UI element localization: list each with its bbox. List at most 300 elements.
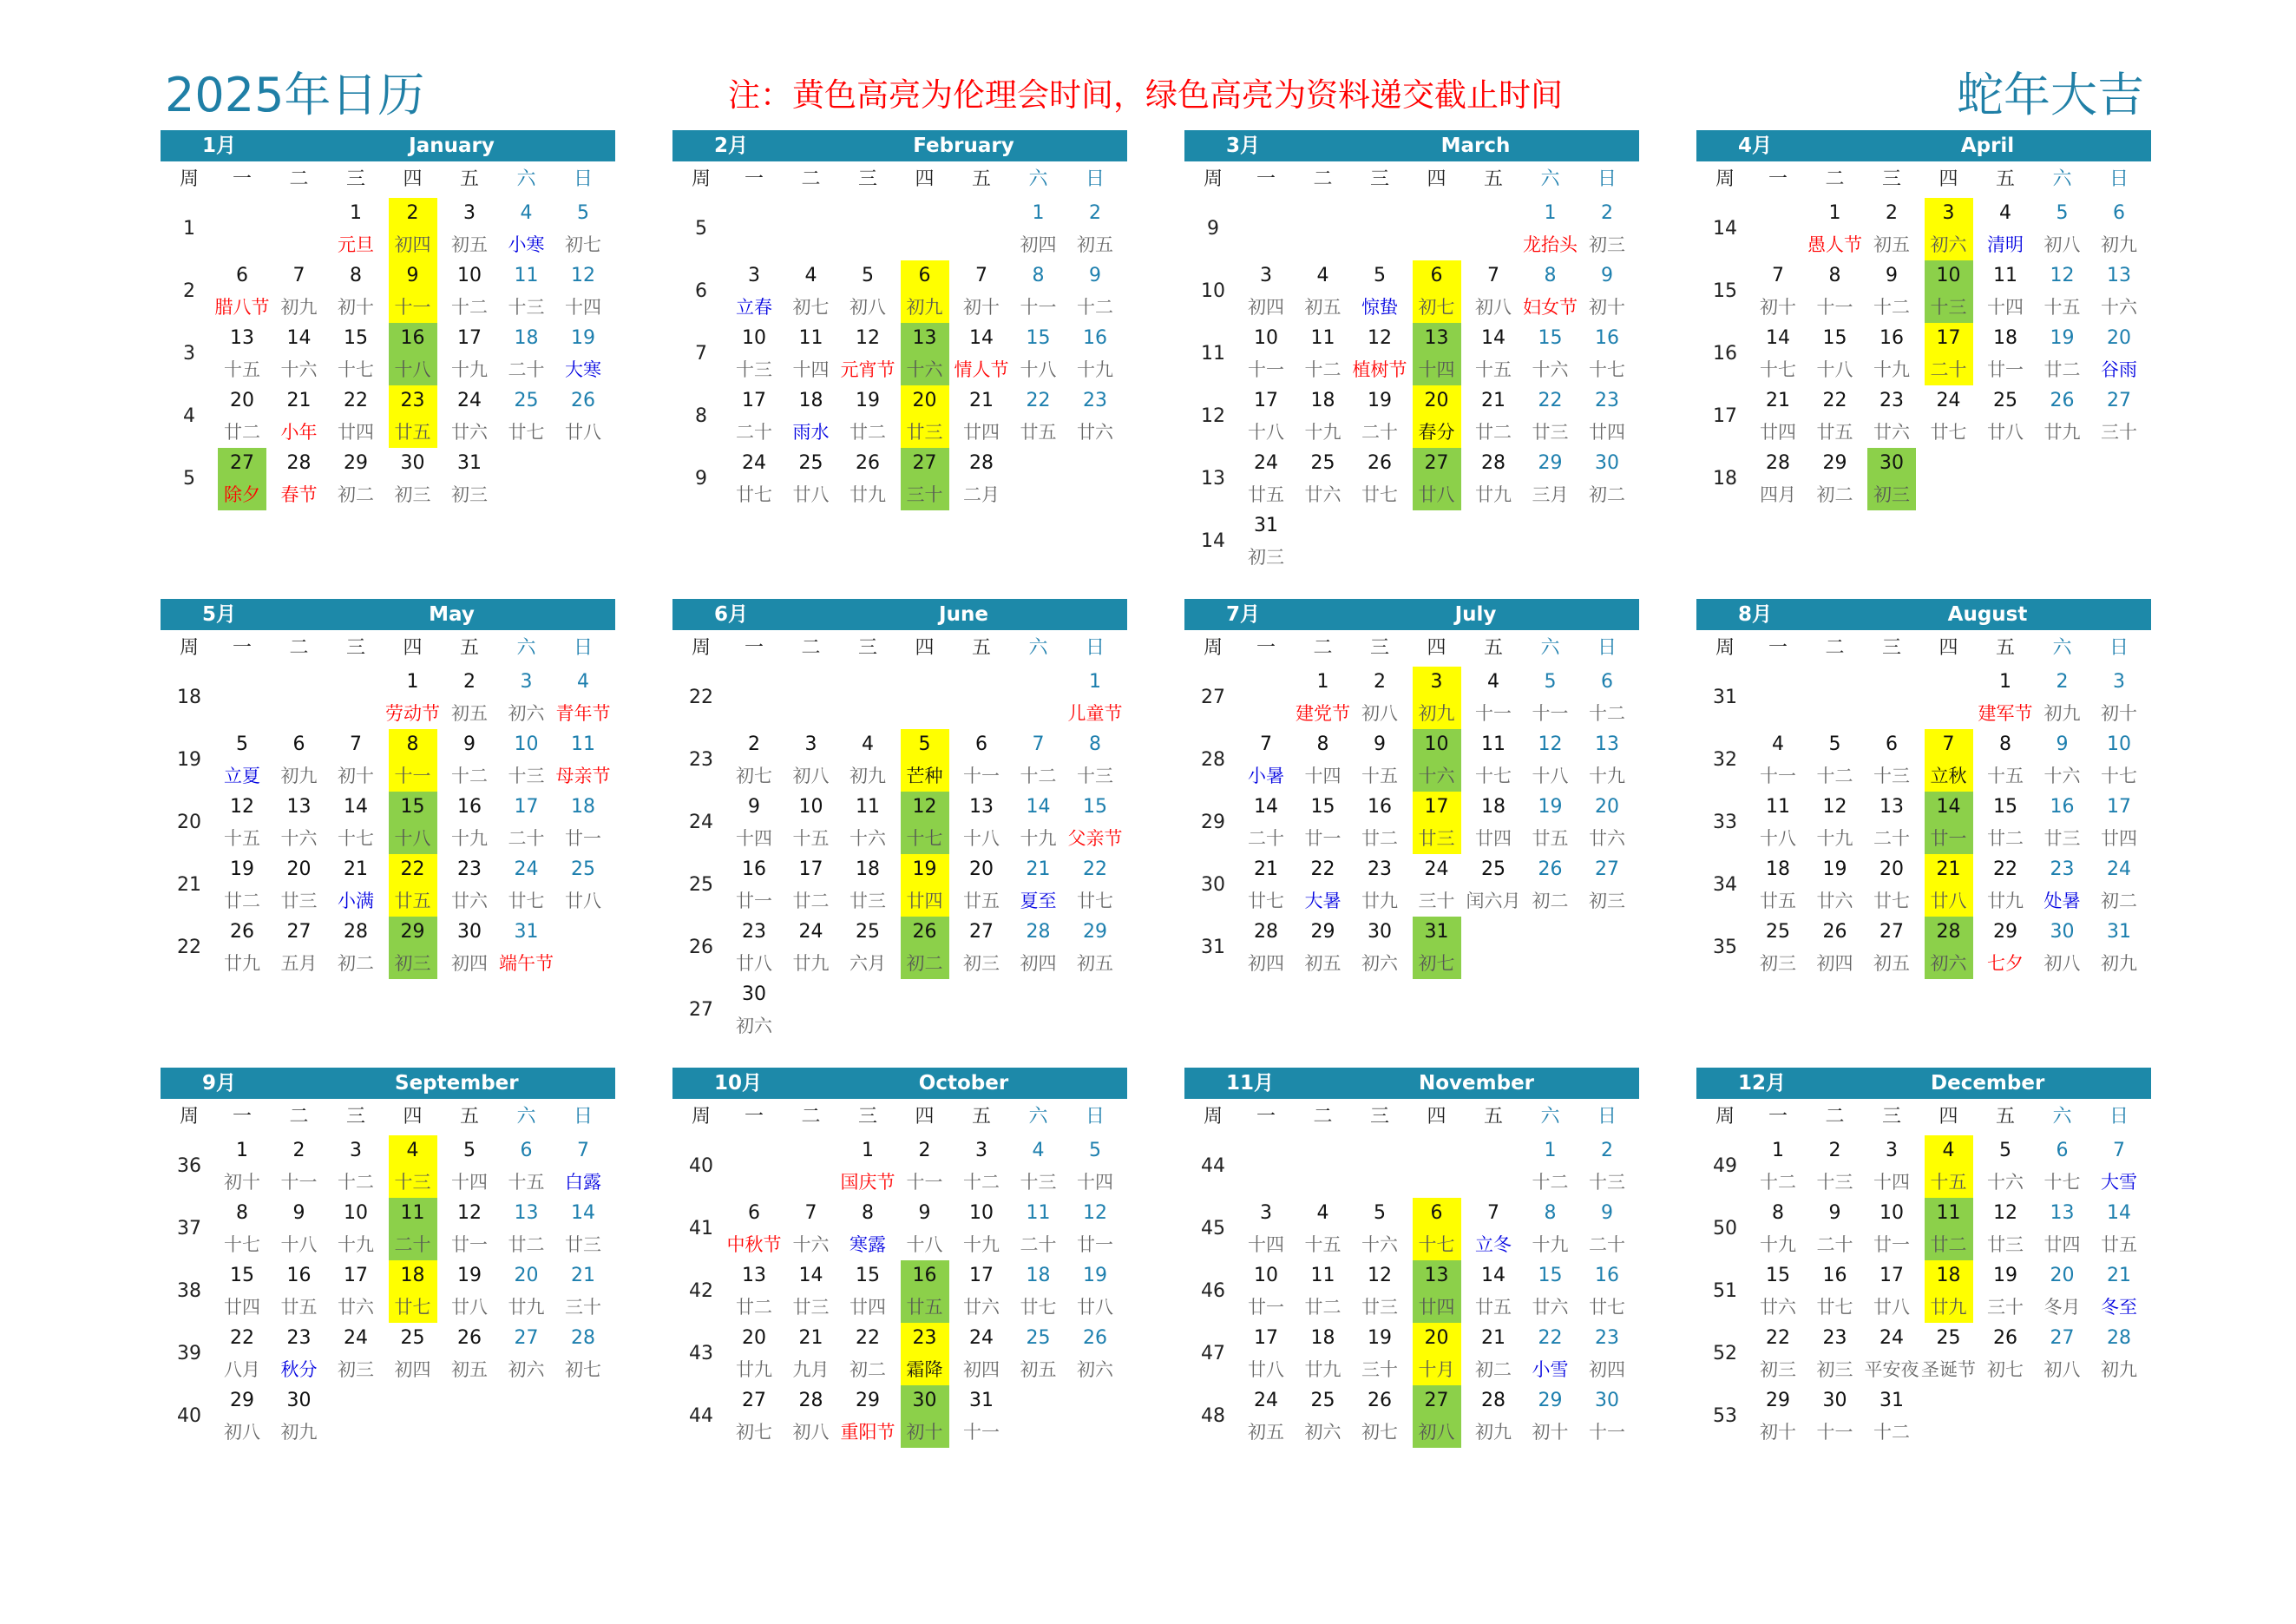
- lunar-label: 十一: [1020, 297, 1057, 318]
- lunar-label: 廿三: [1418, 828, 1455, 849]
- day-cell[interactable]: [2095, 1135, 2143, 1198]
- lunar-label: 十一: [1760, 766, 1796, 786]
- week-row: [161, 1198, 615, 1260]
- week-number-label: 周: [1715, 168, 1735, 190]
- weekday-label: 四: [915, 637, 935, 659]
- weekday-header: [1184, 634, 1639, 663]
- day-number: 8: [1032, 265, 1045, 286]
- day-cell[interactable]: [559, 260, 607, 323]
- day-number: 14: [1766, 327, 1790, 349]
- lunar-label: 初九: [2043, 703, 2081, 724]
- weekday-label: 三: [1369, 168, 1389, 190]
- lunar-label: 廿五: [394, 891, 431, 911]
- weekday-label: 三: [345, 168, 365, 190]
- day-number: 3: [1886, 1140, 1898, 1161]
- day-number: 6: [1430, 1202, 1443, 1224]
- day-number: 6: [1430, 265, 1443, 286]
- day-number: 26: [230, 921, 254, 943]
- day-number: 11: [400, 1202, 425, 1224]
- lunar-label: 廿六: [451, 891, 488, 911]
- weekday-header: [161, 634, 615, 663]
- week-row: [1696, 323, 2151, 385]
- lunar-label: 三十: [906, 484, 943, 505]
- lunar-label: 初十: [906, 1422, 943, 1443]
- day-number: 19: [1368, 390, 1392, 411]
- day-cell[interactable]: [2095, 260, 2143, 323]
- day-number: 4: [1316, 265, 1329, 286]
- day-number: 18: [798, 390, 823, 411]
- day-cell[interactable]: [2095, 198, 2143, 260]
- lunar-label: 廿六: [1304, 484, 1342, 505]
- lunar-label: 初三: [963, 953, 1000, 974]
- weekday-label: 五: [459, 637, 479, 659]
- day-cell[interactable]: [1583, 1260, 1631, 1323]
- lunar-label: 十四: [1873, 1172, 1910, 1193]
- week-number-label: 周: [179, 637, 199, 659]
- day-cell[interactable]: [1583, 260, 1631, 323]
- day-number: 8: [862, 1202, 874, 1224]
- month-header: [672, 130, 1127, 161]
- lunar-label: 十二: [1873, 297, 1910, 318]
- day-number: 15: [1310, 796, 1335, 818]
- lunar-label: 十三: [736, 359, 772, 380]
- day-number: 13: [1595, 733, 1619, 755]
- lunar-label: 建军节: [1978, 703, 2033, 724]
- day-number: 30: [1595, 452, 1619, 474]
- lunar-label: 元宵节: [840, 359, 895, 380]
- day-number: 28: [969, 452, 994, 474]
- day-number: 18: [856, 858, 880, 880]
- day-cell[interactable]: [2095, 729, 2143, 792]
- day-number: 20: [1595, 796, 1619, 818]
- lunar-label: 初四: [394, 234, 431, 255]
- week-row: [161, 667, 615, 729]
- weekday-label: 二: [801, 1106, 821, 1128]
- day-number: 27: [1595, 858, 1619, 880]
- day-number: 1: [1828, 202, 1841, 224]
- day-number: 21: [1936, 858, 1961, 880]
- day-number: 22: [1766, 1327, 1790, 1349]
- lunar-label: 十五: [2043, 297, 2081, 318]
- lunar-label: 廿八: [1248, 1359, 1284, 1380]
- month-name-cn: 5月: [202, 603, 237, 626]
- week-number-label: 周: [691, 637, 711, 659]
- lunar-label: 廿七: [1589, 1297, 1625, 1318]
- day-cell[interactable]: [1071, 854, 1119, 917]
- day-cell[interactable]: [2095, 1198, 2143, 1260]
- day-cell[interactable]: [559, 1135, 607, 1198]
- day-number: 14: [1936, 796, 1961, 818]
- lunar-label: 廿八: [1930, 891, 1967, 911]
- week-number: 51: [1713, 1280, 1737, 1302]
- week-number: 13: [1201, 468, 1225, 490]
- day-cell[interactable]: [1071, 1323, 1119, 1385]
- day-cell[interactable]: [1583, 1385, 1631, 1448]
- lunar-label: 廿二: [1361, 828, 1398, 849]
- week-row: [1184, 260, 1639, 323]
- lunar-label: 十八: [963, 828, 1000, 849]
- lunar-label: 初八: [224, 1422, 260, 1443]
- day-number: 27: [230, 452, 254, 474]
- day-cell[interactable]: [730, 979, 778, 1042]
- lunar-label: 十七: [1418, 1234, 1455, 1255]
- day-number: 11: [1310, 1265, 1335, 1286]
- day-cell[interactable]: [2095, 1323, 2143, 1385]
- lunar-label: 二十: [1589, 1234, 1625, 1255]
- day-cell[interactable]: [559, 1323, 607, 1385]
- day-number: 10: [1936, 265, 1961, 286]
- day-number: 21: [571, 1265, 595, 1286]
- day-number: 14: [286, 327, 312, 349]
- day-number: 7: [1260, 733, 1272, 755]
- lunar-label: 十四: [451, 1172, 488, 1193]
- lunar-label: 廿三: [906, 422, 943, 443]
- day-cell[interactable]: [2095, 792, 2143, 854]
- day-cell[interactable]: [559, 1198, 607, 1260]
- lunar-label: 雨水: [792, 422, 830, 443]
- week-number: 50: [1713, 1218, 1737, 1239]
- day-cell[interactable]: [559, 792, 607, 854]
- day-number: 5: [463, 1140, 476, 1161]
- day-cell[interactable]: [1071, 917, 1119, 979]
- day-cell[interactable]: [499, 917, 554, 979]
- lunar-label: 廿七: [1020, 1297, 1057, 1318]
- lunar-label: 冬月: [2043, 1297, 2081, 1318]
- day-number: 11: [798, 327, 823, 349]
- lunar-label: 初八: [2043, 234, 2081, 255]
- week-row: [672, 260, 1127, 323]
- lunar-label: 十三: [1816, 1172, 1853, 1193]
- lunar-label: 妇女节: [1523, 297, 1578, 318]
- week-row: [1696, 448, 2151, 510]
- day-number: 23: [912, 1327, 937, 1349]
- lunar-label: 十九: [1760, 1234, 1796, 1255]
- lunar-label: 十四: [792, 359, 830, 380]
- day-cell[interactable]: [1867, 1385, 1916, 1448]
- lunar-label: 十四: [1418, 359, 1455, 380]
- week-row: [161, 260, 615, 323]
- lunar-label: 廿六: [1873, 422, 1910, 443]
- day-number: 19: [457, 1265, 482, 1286]
- lunar-label: 初五: [1077, 953, 1113, 974]
- day-number: 27: [1424, 1390, 1449, 1411]
- weekday-header: [672, 1102, 1127, 1132]
- weekday-label: 日: [2109, 168, 2129, 190]
- day-cell[interactable]: [1583, 854, 1631, 917]
- weekday-label: 五: [1483, 168, 1503, 190]
- lunar-label: 初五: [451, 234, 488, 255]
- day-cell[interactable]: [2095, 667, 2143, 729]
- lunar-label: 廿九: [1361, 891, 1398, 911]
- weekday-label: 二: [801, 168, 821, 190]
- week-number: 40: [689, 1155, 713, 1177]
- lunar-label: 清明: [1987, 234, 2024, 255]
- day-cell[interactable]: [555, 667, 611, 729]
- day-cell[interactable]: [559, 198, 607, 260]
- weekday-label: 四: [915, 168, 935, 190]
- week-number: 2: [183, 280, 195, 302]
- day-cell[interactable]: [1867, 448, 1916, 510]
- month-5: [161, 599, 615, 1059]
- day-number: 13: [969, 796, 994, 818]
- day-number: 13: [514, 1202, 539, 1224]
- week-row: [672, 198, 1127, 260]
- weekday-label: 四: [1427, 168, 1446, 190]
- day-cell[interactable]: [559, 854, 607, 917]
- lunar-label: 谷雨: [2101, 359, 2137, 380]
- day-number: 22: [1538, 390, 1563, 411]
- lunar-label: 初八: [1361, 703, 1398, 724]
- day-number: 4: [1772, 733, 1784, 755]
- day-number: 8: [1828, 265, 1841, 286]
- day-number: 22: [230, 1327, 254, 1349]
- day-cell[interactable]: [1071, 323, 1119, 385]
- lunar-label: 初八: [2043, 1359, 2081, 1380]
- day-number: 15: [1026, 327, 1051, 349]
- day-number: 27: [2107, 390, 2131, 411]
- day-cell[interactable]: [1583, 1135, 1631, 1198]
- day-number: 24: [457, 390, 482, 411]
- lunar-label: 大雪: [2101, 1172, 2137, 1193]
- week-number: 11: [1201, 343, 1225, 365]
- lunar-label: 植树节: [1352, 359, 1407, 380]
- lunar-label: 初九: [1418, 703, 1455, 724]
- lunar-label: 廿八: [1418, 484, 1455, 505]
- month-header: [161, 1068, 615, 1099]
- lunar-label: 初十: [2101, 703, 2137, 724]
- day-number: 30: [1368, 921, 1392, 943]
- day-number: 9: [748, 796, 760, 818]
- day-number: 2: [406, 202, 419, 224]
- week-number-label: 周: [1203, 168, 1223, 190]
- day-number: 26: [457, 1327, 482, 1349]
- day-number: 22: [1083, 858, 1107, 880]
- day-cell[interactable]: [1583, 729, 1631, 792]
- month-name-cn: 2月: [714, 135, 749, 157]
- day-cell[interactable]: [1583, 1323, 1631, 1385]
- day-cell[interactable]: [445, 448, 494, 510]
- day-number: 16: [912, 1265, 937, 1286]
- day-cell[interactable]: [1583, 385, 1631, 448]
- day-number: 23: [742, 921, 766, 943]
- day-cell[interactable]: [1071, 198, 1119, 260]
- month-10: [672, 1068, 1127, 1528]
- lunar-label: 小雪: [1532, 1359, 1569, 1380]
- day-number: 13: [912, 327, 937, 349]
- lunar-label: 二十: [736, 422, 772, 443]
- day-number: 27: [912, 452, 937, 474]
- lunar-label: 初五: [1077, 234, 1113, 255]
- weekday-label: 一: [1768, 168, 1788, 190]
- weekday-label: 四: [1427, 637, 1446, 659]
- lunar-label: 初九: [280, 297, 318, 318]
- lunar-label: 廿三: [1987, 1234, 2024, 1255]
- day-number: 21: [969, 390, 994, 411]
- month-header: [161, 599, 615, 630]
- week-number: 5: [183, 468, 195, 490]
- lunar-label: 十四: [1248, 1234, 1284, 1255]
- day-number: 3: [1942, 202, 1955, 224]
- day-number: 14: [1254, 796, 1278, 818]
- day-cell[interactable]: [559, 385, 607, 448]
- day-cell[interactable]: [1071, 385, 1119, 448]
- day-number: 9: [292, 1202, 305, 1224]
- month-name-en: March: [1440, 135, 1511, 157]
- lunar-label: 十九: [1077, 359, 1113, 380]
- day-number: 16: [1879, 327, 1904, 349]
- day-cell[interactable]: [1583, 198, 1631, 260]
- weekday-label: 六: [1540, 1106, 1560, 1128]
- lunar-label: 廿二: [1930, 1234, 1967, 1255]
- day-number: 25: [1310, 1390, 1335, 1411]
- lunar-label: 廿九: [508, 1297, 545, 1318]
- day-number: 23: [286, 1327, 312, 1349]
- lunar-label: 廿一: [1987, 359, 2024, 380]
- day-number: 12: [1538, 733, 1563, 755]
- day-cell[interactable]: [1413, 917, 1461, 979]
- weekday-label: 一: [744, 168, 764, 190]
- day-number: 7: [577, 1140, 589, 1161]
- month-name-en: June: [939, 603, 988, 626]
- day-cell[interactable]: [275, 1385, 324, 1448]
- lunar-label: 十二: [451, 766, 488, 786]
- lunar-label: 廿七: [1077, 891, 1113, 911]
- day-cell[interactable]: [1583, 323, 1631, 385]
- day-cell[interactable]: [1071, 1135, 1119, 1198]
- week-row: [672, 979, 1127, 1042]
- lunar-label: 廿三: [1532, 422, 1569, 443]
- week-number: 49: [1713, 1155, 1737, 1177]
- lunar-label: 初十: [1532, 1422, 1569, 1443]
- week-row: [1696, 1323, 2151, 1385]
- lunar-label: 初九: [280, 1422, 318, 1443]
- day-number: 1: [236, 1140, 248, 1161]
- day-cell[interactable]: [1071, 1198, 1119, 1260]
- lunar-label: 初六: [736, 1016, 772, 1036]
- lunar-label: 初二: [2101, 891, 2137, 911]
- day-number: 25: [1993, 390, 2017, 411]
- day-number: 15: [1766, 1265, 1790, 1286]
- lunar-label: 初八: [792, 766, 830, 786]
- weekday-header: [1696, 1102, 2151, 1132]
- day-number: 6: [748, 1202, 760, 1224]
- day-cell[interactable]: [2095, 917, 2143, 979]
- day-cell[interactable]: [1583, 667, 1631, 729]
- day-number: 18: [514, 327, 539, 349]
- day-number: 22: [856, 1327, 880, 1349]
- lunar-label: 芒种: [906, 766, 943, 786]
- day-number: 21: [1026, 858, 1051, 880]
- day-cell[interactable]: [559, 323, 607, 385]
- lunar-label: 龙抬头: [1523, 234, 1578, 255]
- lunar-label: 廿一: [1873, 1234, 1910, 1255]
- day-cell[interactable]: [957, 1385, 1006, 1448]
- day-cell[interactable]: [1583, 1198, 1631, 1260]
- lunar-label: 十九: [963, 1234, 1000, 1255]
- lunar-label: 三十: [1361, 1359, 1398, 1380]
- day-number: 20: [969, 858, 994, 880]
- day-cell[interactable]: [2095, 1260, 2143, 1323]
- week-number: 18: [1713, 468, 1737, 490]
- lunar-label: 二十: [1873, 828, 1910, 849]
- lunar-label: 十二: [1589, 703, 1625, 724]
- day-number: 27: [1424, 452, 1449, 474]
- lunar-label: 十八: [280, 1234, 318, 1255]
- day-number: 12: [912, 796, 937, 818]
- day-cell[interactable]: [1071, 729, 1119, 792]
- day-cell[interactable]: [1071, 1260, 1119, 1323]
- lunar-label: 廿八: [1987, 422, 2024, 443]
- day-cell[interactable]: [559, 1260, 607, 1323]
- day-number: 22: [1310, 858, 1335, 880]
- lunar-label: 廿六: [1077, 422, 1113, 443]
- lunar-label: 廿三: [850, 891, 886, 911]
- day-cell[interactable]: [1583, 792, 1631, 854]
- lunar-label: 十六: [850, 828, 886, 849]
- day-cell[interactable]: [1071, 260, 1119, 323]
- day-number: 30: [1879, 452, 1904, 474]
- day-cell[interactable]: [1242, 510, 1290, 573]
- week-number: 52: [1713, 1343, 1737, 1364]
- month-6: [672, 599, 1127, 1059]
- lunar-label: 初六: [508, 1359, 545, 1380]
- lunar-label: 廿一: [1930, 828, 1967, 849]
- week-number: 28: [1201, 749, 1225, 771]
- day-cell[interactable]: [2095, 323, 2143, 385]
- day-number: 20: [1424, 1327, 1449, 1349]
- day-number: 5: [1374, 1202, 1386, 1224]
- month-header: [1696, 130, 2151, 161]
- lunar-label: 初十: [963, 297, 1000, 318]
- day-number: 21: [2107, 1265, 2131, 1286]
- day-number: 5: [918, 733, 931, 755]
- day-cell[interactable]: [1067, 667, 1123, 729]
- day-cell[interactable]: [1067, 792, 1123, 854]
- day-cell[interactable]: [2095, 385, 2143, 448]
- day-number: 28: [1481, 1390, 1506, 1411]
- day-cell[interactable]: [2095, 854, 2143, 917]
- weekday-label: 二: [289, 168, 309, 190]
- day-cell[interactable]: [1583, 448, 1631, 510]
- day-number: 24: [344, 1327, 368, 1349]
- lunar-label: 劳动节: [385, 703, 440, 724]
- day-number: 19: [571, 327, 595, 349]
- lunar-label: 处暑: [2043, 891, 2081, 911]
- lunar-label: 廿二: [1987, 828, 2024, 849]
- month-name-en: January: [409, 135, 495, 157]
- lunar-label: 三月: [1532, 484, 1569, 505]
- day-number: 28: [1766, 452, 1790, 474]
- day-number: 11: [1993, 265, 2017, 286]
- day-number: 2: [1374, 671, 1386, 693]
- day-number: 17: [1254, 390, 1278, 411]
- week-row: [1696, 854, 2151, 917]
- weekday-label: 日: [573, 637, 593, 659]
- lunar-label: 十三: [1020, 1172, 1057, 1193]
- day-cell[interactable]: [957, 448, 1006, 510]
- lunar-label: 廿六: [1532, 1297, 1569, 1318]
- lunar-label: 廿四: [1475, 828, 1512, 849]
- lunar-label: 十九: [1816, 828, 1853, 849]
- day-cell[interactable]: [555, 729, 611, 792]
- lunar-label: 十六: [2043, 766, 2081, 786]
- lunar-label: 廿二: [1475, 422, 1512, 443]
- day-number: 12: [1083, 1202, 1107, 1224]
- weekday-label: 日: [1597, 168, 1617, 190]
- day-number: 24: [1936, 390, 1961, 411]
- day-number: 9: [406, 265, 419, 286]
- lunar-label: 四月: [1760, 484, 1796, 505]
